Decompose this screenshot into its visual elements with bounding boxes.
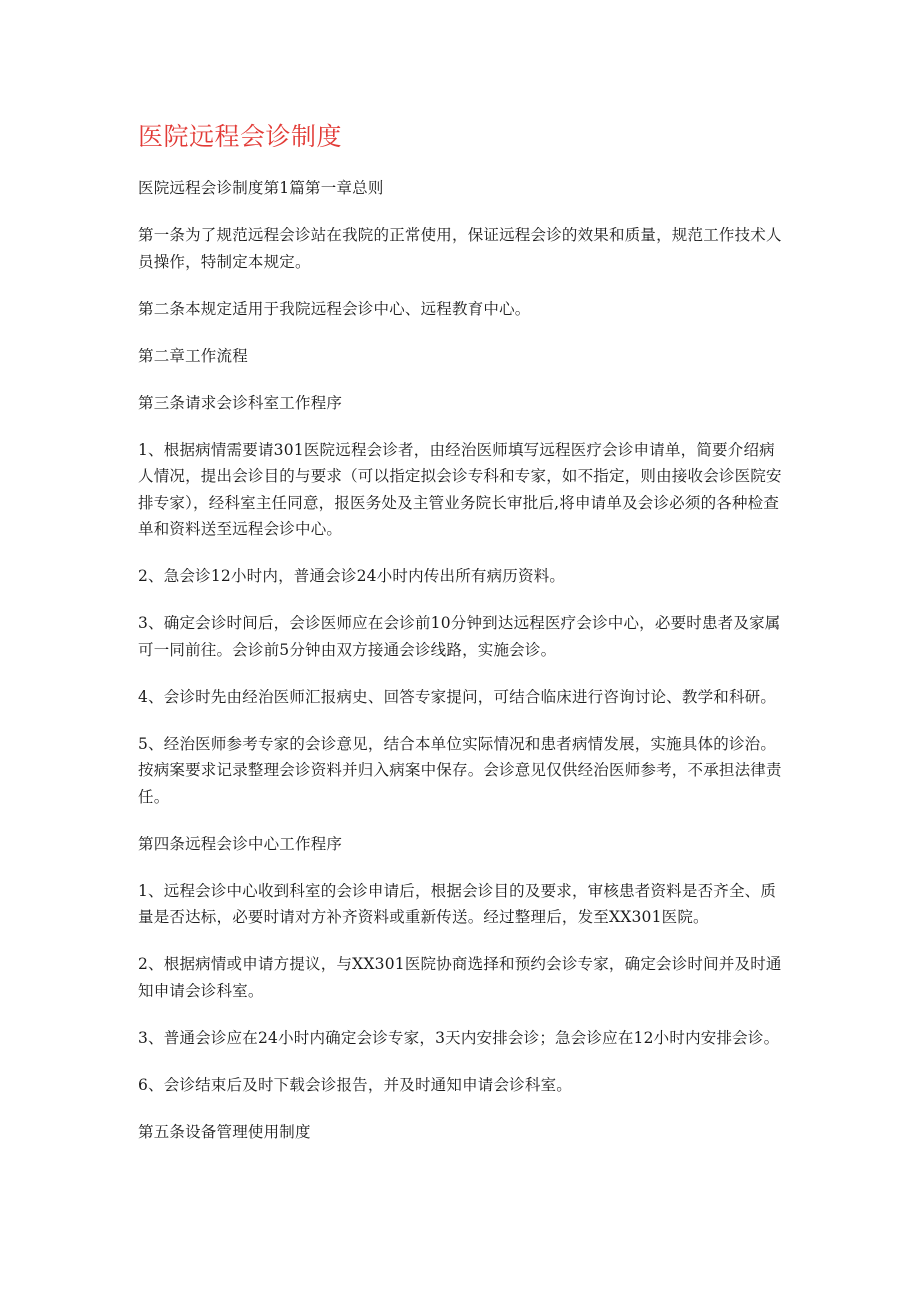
article-3-item-2: 2、急会诊12小时内，普通会诊24小时内传出所有病历资料。	[138, 567, 566, 585]
article-3-item-3: 3、确定会诊时间后，会诊医师应在会诊前10分钟到达远程医疗会诊中心，必要时患者及家属可一同前往。会诊前5分钟由双方接通会诊线路，实施会诊。	[138, 614, 781, 659]
document-title: 医院远程会诊制度	[138, 122, 343, 151]
article-3-heading: 第三条请求会诊科室工作程序	[138, 393, 343, 412]
article-3-item-5: 5、经治医师参考专家的会诊意见，结合本单位实际情况和患者病情发展，实施具体的诊治。按病案要求记录整理会诊资料并归入病案中保存。会诊意见仅供经治医师参考，不承担法律责任。	[138, 734, 782, 806]
chapter-heading-workflow: 第二章工作流程	[138, 346, 248, 365]
article-4-heading: 第四条远程会诊中心工作程序	[138, 834, 343, 853]
article-3-item-4: 4、会诊时先由经治医师汇报病史、回答专家提问，可结合临床进行咨询讨论、教学和科研。	[138, 687, 777, 706]
article-4-item-3: 3、普通会诊应在24小时内确定会诊专家，3天内安排会诊；急会诊应在12小时内安排会诊。	[138, 1028, 780, 1047]
article-3-item-1: 1、根据病情需要请301医院远程会诊者，由经治医师填写远程医疗会诊申请单，简要介绍病人情况，提出会诊目的与要求（可以指定拟会诊专科和专家，如不指定，则由接收会诊医院安排专家），经科室主任同意，报医务处及主管业务院长审批后,将申请单及会诊必须的各种检查单和资料送至远程会诊中心。	[138, 440, 782, 538]
article-1: 第一条为了规范远程会诊站在我院的正常使用，保证远程会诊的效果和质量，规范工作技术人员操作，特制定本规定。	[138, 226, 782, 271]
article-4-item-1: 1、远程会诊中心收到科室的会诊申请后，根据会诊目的及要求，审核患者资料是否齐全、质量是否达标，必要时请对方补齐资料或重新传送。经过整理后，发至XX301医院。	[138, 881, 777, 926]
document-page	[138, 120, 788, 1166]
article-4-item-6: 6、会诊结束后及时下载会诊报告，并及时通知申请会诊科室。	[138, 1075, 572, 1094]
article-5-heading: 第五条设备管理使用制度	[138, 1122, 311, 1141]
article-2: 第二条本规定适用于我院远程会诊中心、远程教育中心。	[138, 299, 531, 318]
article-4-item-2: 2、根据病情或申请方提议，与XX301医院协商选择和预约会诊专家，确定会诊时间并及时通知申请会诊科室。	[138, 955, 782, 1000]
chapter-heading-general: 医院远程会诊制度第1篇第一章总则	[138, 179, 384, 197]
